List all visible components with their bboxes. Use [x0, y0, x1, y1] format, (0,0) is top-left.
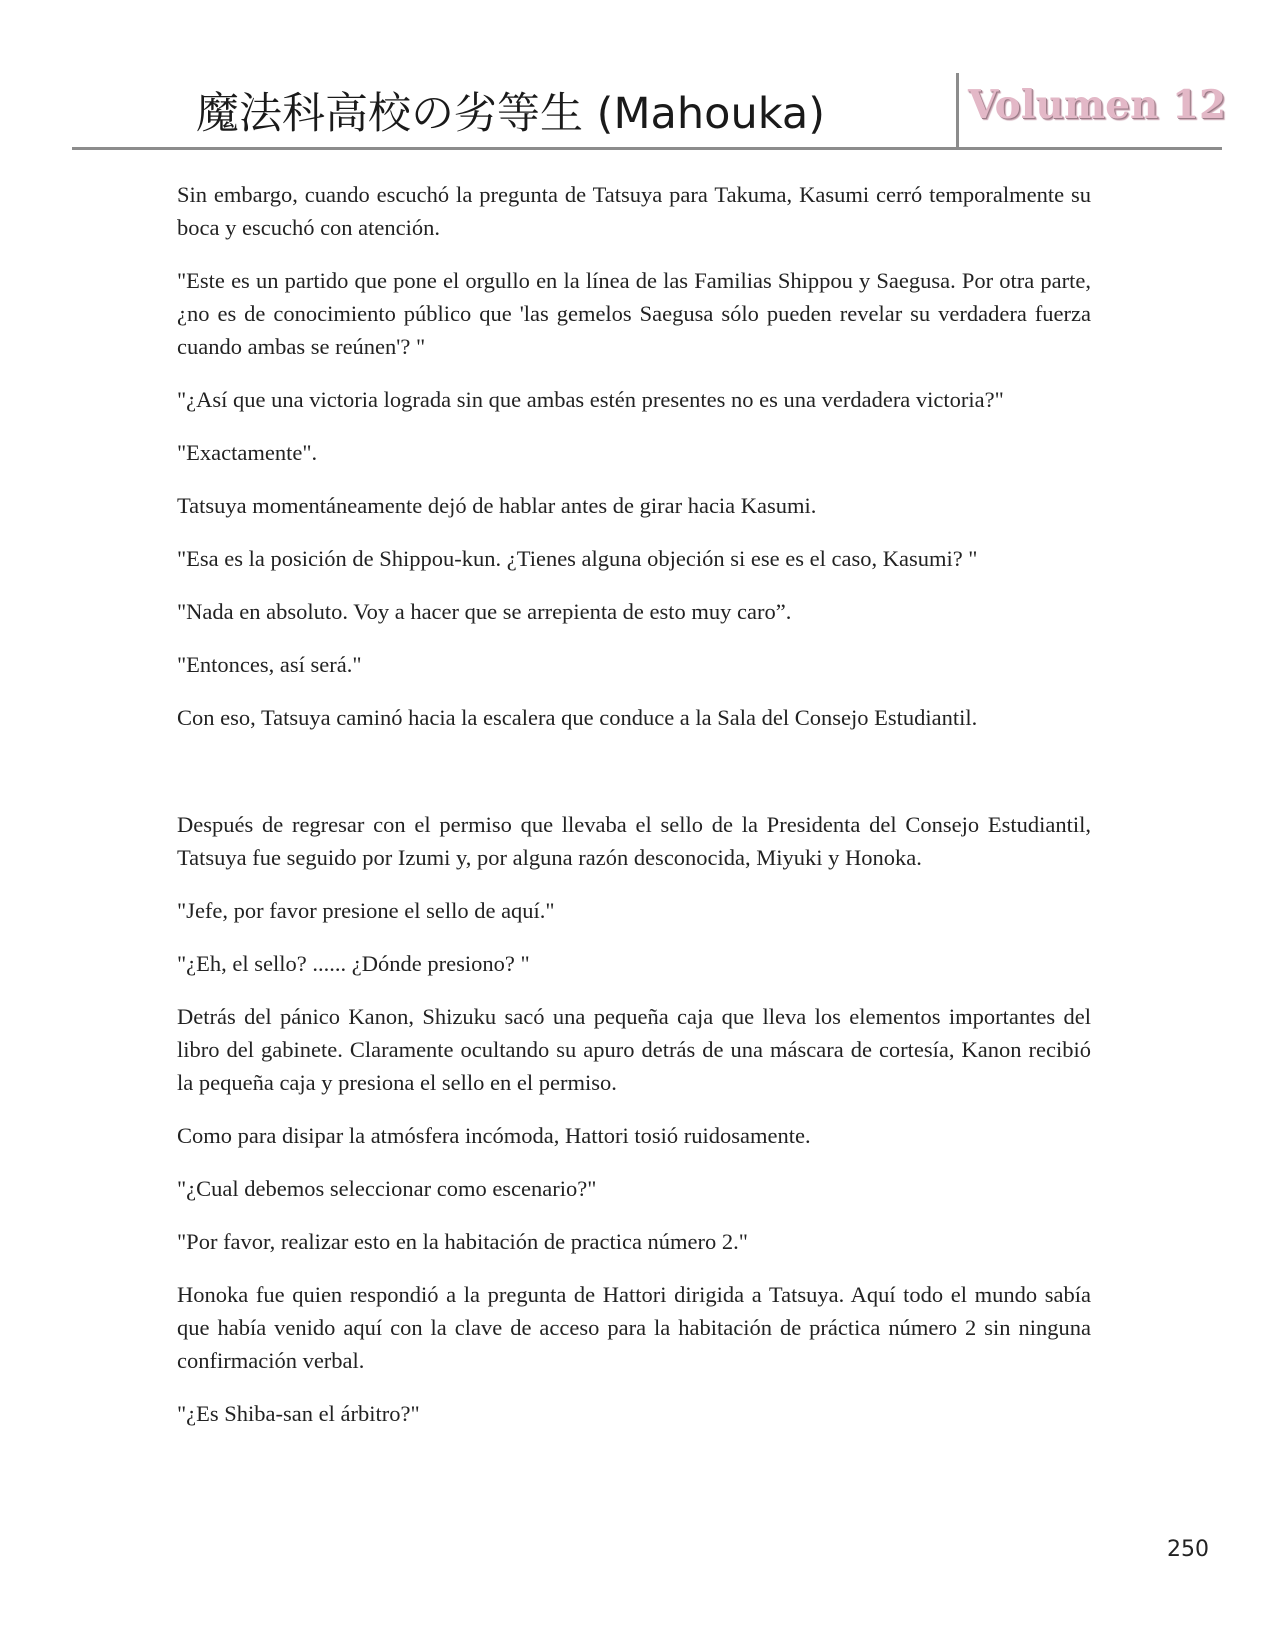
paragraph: "¿Eh, el sello? ...... ¿Dónde presiono? ": [177, 951, 530, 976]
header-rule: [72, 147, 1222, 150]
paragraph: "Esa es la posición de Shippou-kun. ¿Tienes alguna objeción si ese es el caso, Kasumi? ": [177, 546, 978, 571]
header-divider: [956, 73, 959, 149]
paragraph: "¿Es Shiba-san el árbitro?": [177, 1401, 420, 1426]
paragraph: "¿Cual debemos seleccionar como escenario?": [177, 1176, 597, 1201]
paragraph: Después de regresar con el permiso que llevaba el sello de la Presidenta del Consejo Estudiantil, Tatsuya fue seguido por Izumi y, por alguna razón desconocida, Miyuki y Honoka.: [177, 812, 1091, 870]
paragraph: "Exactamente".: [177, 440, 318, 465]
paragraph: "Entonces, así será.": [177, 652, 362, 677]
paragraph: Sin embargo, cuando escuchó la pregunta de Tatsuya para Takuma, Kasumi cerró temporalmente su boca y escuchó con atención.: [177, 182, 1091, 240]
paragraph: Tatsuya momentáneamente dejó de hablar antes de girar hacia Kasumi.: [177, 493, 817, 518]
book-title: 魔法科高校の劣等生 (Mahouka): [196, 89, 825, 139]
paragraph: "Por favor, realizar esto en la habitación de practica número 2.": [177, 1229, 748, 1254]
paragraph: Con eso, Tatsuya caminó hacia la escalera que conduce a la Sala del Consejo Estudiantil.: [177, 705, 978, 730]
scene-break: [177, 754, 1091, 808]
page-body: [177, 178, 1091, 1450]
paragraph: Como para disipar la atmósfera incómoda, Hattori tosió ruidosamente.: [177, 1123, 811, 1148]
page-number: 250: [1167, 1537, 1209, 1562]
paragraph: "Este es un partido que pone el orgullo en la línea de las Familias Shippou y Saegusa. Por otra parte, ¿no es de conocimiento público que 'las gemelos Saegusa sólo pueden revelar su verdadera fuerza cuando ambas se reúnen'? ": [177, 268, 1091, 359]
volume-label: Volumen 12: [968, 82, 1227, 128]
paragraph: "¿Así que una victoria lograda sin que ambas estén presentes no es una verdadera victoria?": [177, 387, 1004, 412]
paragraph: "Jefe, por favor presione el sello de aquí.": [177, 898, 555, 923]
paragraph: Honoka fue quien respondió a la pregunta de Hattori dirigida a Tatsuya. Aquí todo el mundo sabía que había venido aquí con la clave de acceso para la habitación de práctica número 2 sin ninguna confirmación verbal.: [177, 1282, 1091, 1373]
paragraph: Detrás del pánico Kanon, Shizuku sacó una pequeña caja que lleva los elementos importantes del libro del gabinete. Claramente ocultando su apuro detrás de una máscara de cortesía, Kanon recibió la pequeña caja y presiona el sello en el permiso.: [177, 1004, 1091, 1095]
paragraph: "Nada en absoluto. Voy a hacer que se arrepienta de esto muy caro”.: [177, 599, 792, 624]
